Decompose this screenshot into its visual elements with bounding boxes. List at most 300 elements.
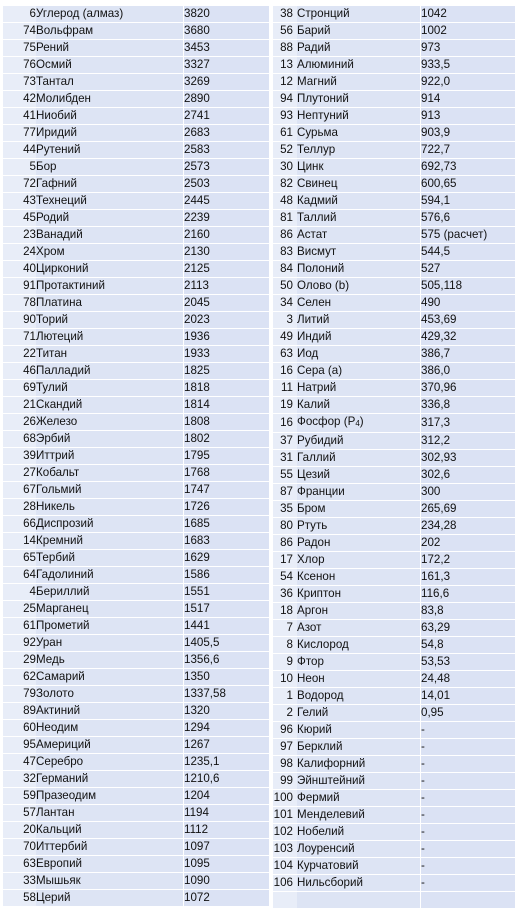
melting-point-cell: 1936 [184,329,269,346]
table-row [3,40,269,57]
melting-point-cell: 2045 [184,295,269,312]
element-name-cell: Лютеций [36,329,184,346]
atomic-number-cell: 72 [3,176,36,193]
element-name-cell: Рений [36,40,184,57]
table-row [273,603,515,620]
table-row [273,858,515,875]
element-name-cell: Фермий [297,790,421,807]
melting-point-cell: - [421,790,515,807]
table-row [273,688,515,705]
atomic-number-cell: 80 [273,518,297,535]
table-row [3,312,269,329]
element-name-cell: Олово (b) [297,278,421,295]
atomic-number-cell: 9 [273,654,297,671]
atomic-number-cell: 18 [273,603,297,620]
table-row [3,703,269,720]
element-name-cell: Германий [36,771,184,788]
element-name-cell: Марганец [36,601,184,618]
element-name-cell: Фтор [297,654,421,671]
table-row [3,890,269,907]
table-row [273,91,515,108]
element-name-cell: Цирконий [36,261,184,278]
melting-point-cell: 1551 [184,584,269,601]
melting-point-cell: 161,3 [421,569,515,586]
element-name-cell: Водород [297,688,421,705]
table-row [273,227,515,244]
table-row [3,142,269,159]
table-row [273,722,515,739]
element-name-cell: Европий [36,856,184,873]
atomic-number-cell: 59 [3,788,36,805]
melting-point-cell: 53,53 [421,654,515,671]
element-name-cell: Таллий [297,210,421,227]
element-name-cell: Тербий [36,550,184,567]
element-name-cell: Никель [36,499,184,516]
element-name-cell: Америций [36,737,184,754]
melting-point-cell: 1726 [184,499,269,516]
element-name-cell: Мышьяк [36,873,184,890]
atomic-number-cell: 26 [3,414,36,431]
melting-point-cell: 1825 [184,363,269,380]
atomic-number-cell: 99 [273,773,297,790]
melting-point-cell: 83,8 [421,603,515,620]
element-name-cell: Гадолиний [36,567,184,584]
table-row [3,669,269,686]
atomic-number-cell: 30 [273,159,297,176]
table-row [273,807,515,824]
element-name-cell: Бериллий [36,584,184,601]
element-name-cell: Радий [297,40,421,57]
melting-point-cell: - [421,875,515,892]
table-row [273,346,515,363]
atomic-number-cell: 42 [3,91,36,108]
element-name-cell: Сера (a) [297,363,421,380]
melting-point-cell: - [421,756,515,773]
atomic-number-cell: 21 [3,397,36,414]
melting-point-cell: 312,2 [421,433,515,450]
table-row [3,635,269,652]
atomic-number-cell: 34 [273,295,297,312]
table-row [3,499,269,516]
table-row [273,414,515,433]
table-row [273,569,515,586]
table-row [273,773,515,790]
table-row [273,210,515,227]
element-name-cell: Кадмий [297,193,421,210]
atomic-number-cell: 64 [3,567,36,584]
melting-point-cell: 386,0 [421,363,515,380]
atomic-number-cell: 47 [3,754,36,771]
atomic-number-cell: 57 [3,805,36,822]
table-row [273,637,515,654]
element-name-subscript: 4 [355,419,360,428]
table-row [3,465,269,482]
melting-point-cell: 302,6 [421,467,515,484]
melting-point-cell: 1685 [184,516,269,533]
melting-point-cell: 1747 [184,482,269,499]
table-row [3,91,269,108]
table-row [273,380,515,397]
atomic-number-cell: 65 [3,550,36,567]
atomic-number-cell: 102 [273,824,297,841]
melting-point-cell: 2130 [184,244,269,261]
table-row [273,467,515,484]
melting-point-cell: 1441 [184,618,269,635]
atomic-number-cell: 5 [3,159,36,176]
table-row [273,244,515,261]
melting-point-cell: - [421,858,515,875]
table-row [3,380,269,397]
table-row [3,788,269,805]
table-row [3,652,269,669]
melting-point-cell: 903,9 [421,125,515,142]
element-name-cell: Празеодим [36,788,184,805]
melting-point-cell: 1933 [184,346,269,363]
table-row [3,839,269,856]
melting-point-cell: 300 [421,484,515,501]
element-name-cell: Диспрозий [36,516,184,533]
element-name-cell: Эрбий [36,431,184,448]
atomic-number-cell: 29 [3,652,36,669]
atomic-number-cell: 91 [3,278,36,295]
atomic-number-cell: 93 [273,108,297,125]
atomic-number-cell: 39 [3,448,36,465]
table-row [273,433,515,450]
table-row [3,278,269,295]
atomic-number-cell: 40 [3,261,36,278]
element-name-cell: Скандий [36,397,184,414]
atomic-number-cell: 66 [3,516,36,533]
table-row [273,535,515,552]
element-name-cell: Нептуний [297,108,421,125]
melting-point-cell: - [421,841,515,858]
element-name-cell: Неодим [36,720,184,737]
element-name-cell: Франции [297,484,421,501]
atomic-number-cell: 77 [3,125,36,142]
element-name-cell: Барий [297,23,421,40]
atomic-number-cell: 27 [3,465,36,482]
atomic-number-cell: 94 [273,91,297,108]
melting-point-cell: 490 [421,295,515,312]
melting-point-cell: 1768 [184,465,269,482]
melting-point-cell: 600,65 [421,176,515,193]
melting-point-cell: 3680 [184,23,269,40]
element-name-cell: Прометий [36,618,184,635]
table-row [3,567,269,584]
table-row [273,363,515,380]
melting-point-cell: 914 [421,91,515,108]
table-row [3,193,269,210]
atomic-number-cell: 10 [273,671,297,688]
table-row [3,125,269,142]
atomic-number-cell: 84 [273,261,297,278]
element-name-cell: Индий [297,329,421,346]
melting-point-cell: 973 [421,40,515,57]
atomic-number-cell: 61 [273,125,297,142]
table-row [273,57,515,74]
element-name-cell: Родий [36,210,184,227]
element-name-cell: Гольмий [36,482,184,499]
table-row [3,431,269,448]
table-row [273,142,515,159]
element-name-cell: Иридий [36,125,184,142]
atomic-number-cell: 41 [3,108,36,125]
table-row [3,686,269,703]
melting-point-cell: 1002 [421,23,515,40]
atomic-number-cell: 22 [3,346,36,363]
atomic-number-cell: 96 [273,722,297,739]
element-name-cell: Аргон [297,603,421,620]
table-row [3,23,269,40]
melting-point-cell: 1683 [184,533,269,550]
atomic-number-cell: 100 [273,790,297,807]
element-name-cell: Осмий [36,57,184,74]
element-name-tail: ) [359,415,364,428]
element-name-cell: Ванадий [36,227,184,244]
atomic-number-cell: 6 [3,6,36,23]
table-row [3,822,269,839]
melting-point-cell: 3820 [184,6,269,23]
melting-point-cell: 302,93 [421,450,515,467]
element-name-cell: Плутоний [297,91,421,108]
atomic-number-cell: 46 [3,363,36,380]
melting-point-cell: 1517 [184,601,269,618]
table-row [3,176,269,193]
melting-point-cell: 1095 [184,856,269,873]
melting-point-cell: 172,2 [421,552,515,569]
table-row [3,601,269,618]
element-name-cell: Технеций [36,193,184,210]
melting-point-cell: 1112 [184,822,269,839]
atomic-number-cell: 14 [3,533,36,550]
atomic-number-cell: 74 [3,23,36,40]
table-row [273,484,515,501]
table-row [3,159,269,176]
atomic-number-cell: 13 [273,57,297,74]
element-name-cell: Натрий [297,380,421,397]
atomic-number-cell [273,892,297,909]
table-row [273,295,515,312]
atomic-number-cell: 67 [3,482,36,499]
atomic-number-cell: 87 [273,484,297,501]
melting-point-cell [421,892,515,909]
element-name-cell [297,892,421,909]
atomic-number-cell: 86 [273,535,297,552]
element-name-cell: Полоний [297,261,421,278]
table-row [273,278,515,295]
atomic-number-cell: 17 [273,552,297,569]
table-row [273,552,515,569]
table-row [273,875,515,892]
element-name-cell: Неон [297,671,421,688]
atomic-number-cell: 58 [3,890,36,907]
melting-point-cell: 2583 [184,142,269,159]
atomic-number-cell: 97 [273,739,297,756]
table-row [3,414,269,431]
melting-point-cell: 429,32 [421,329,515,346]
element-name-cell: Берклий [297,739,421,756]
melting-point-cell: 54,8 [421,637,515,654]
element-name-cell: Золото [36,686,184,703]
table-row [273,841,515,858]
melting-point-cell: 692,73 [421,159,515,176]
table-row [273,586,515,603]
atomic-number-cell: 78 [3,295,36,312]
element-name-cell: Титан [36,346,184,363]
table-row [273,501,515,518]
atomic-number-cell: 50 [273,278,297,295]
melting-points-table-left [3,6,269,907]
element-name-cell: Азот [297,620,421,637]
element-name-cell: Лантан [36,805,184,822]
melting-point-cell: 505,118 [421,278,515,295]
melting-point-cell: 1097 [184,839,269,856]
melting-point-cell: 1586 [184,567,269,584]
melting-point-cell: 2113 [184,278,269,295]
atomic-number-cell: 7 [273,620,297,637]
atomic-number-cell: 73 [3,74,36,91]
melting-point-cell: 3327 [184,57,269,74]
atomic-number-cell: 61 [3,618,36,635]
table-row [273,159,515,176]
element-name-cell: Торий [36,312,184,329]
element-name-cell: Курчатовий [297,858,421,875]
element-name-text: Фосфор (P [297,415,356,428]
table-row [273,193,515,210]
melting-point-cell: 527 [421,261,515,278]
element-name-cell: Свинец [297,176,421,193]
melting-point-cell: 913 [421,108,515,125]
table-row [273,739,515,756]
element-name-cell: Железо [36,414,184,431]
atomic-number-cell: 11 [273,380,297,397]
element-name-cell: Цинк [297,159,421,176]
melting-point-cell: 336,8 [421,397,515,414]
element-name-cell: Палладий [36,363,184,380]
melting-point-cell: - [421,807,515,824]
atomic-number-cell: 25 [3,601,36,618]
element-name-cell: Тантал [36,74,184,91]
atomic-number-cell: 38 [273,6,297,23]
element-name-cell: Церий [36,890,184,907]
table-row [273,40,515,57]
melting-point-cell: 1235,1 [184,754,269,771]
melting-point-cell: 922,0 [421,74,515,91]
melting-points-table-right [273,6,515,909]
table-row [273,671,515,688]
element-name-cell: Сурьма [297,125,421,142]
melting-point-cell: 1294 [184,720,269,737]
table-row [273,176,515,193]
element-name-cell: Галлий [297,450,421,467]
table-row [273,125,515,142]
melting-point-cell: 1267 [184,737,269,754]
table-row [3,227,269,244]
atomic-number-cell: 68 [3,431,36,448]
melting-point-cell: 1204 [184,788,269,805]
melting-point-cell: 234,28 [421,518,515,535]
melting-point-cell: 1072 [184,890,269,907]
melting-point-cell: 1320 [184,703,269,720]
melting-point-cell: 116,6 [421,586,515,603]
atomic-number-cell: 36 [273,586,297,603]
melting-point-cell: 1090 [184,873,269,890]
element-name-cell: Ниобий [36,108,184,125]
atomic-number-cell: 71 [3,329,36,346]
atomic-number-cell: 69 [3,380,36,397]
table-row [273,892,515,909]
element-name-cell: Литий [297,312,421,329]
table-row [3,550,269,567]
atomic-number-cell: 70 [3,839,36,856]
table-row [3,873,269,890]
atomic-number-cell: 44 [3,142,36,159]
element-name-cell: Теллур [297,142,421,159]
atomic-number-cell: 101 [273,807,297,824]
atomic-number-cell: 16 [273,414,297,433]
element-name-cell: Рубидий [297,433,421,450]
atomic-number-cell: 32 [3,771,36,788]
element-name-cell: Магний [297,74,421,91]
atomic-number-cell: 106 [273,875,297,892]
melting-point-cell: 1808 [184,414,269,431]
atomic-number-cell: 60 [3,720,36,737]
melting-point-cell: 3453 [184,40,269,57]
element-name-cell: Стронций [297,6,421,23]
element-name-cell [297,414,421,433]
melting-point-cell: 594,1 [421,193,515,210]
melting-point-cell: 2573 [184,159,269,176]
table-row [273,654,515,671]
element-name-cell: Кислород [297,637,421,654]
table-row [3,516,269,533]
table-row [3,210,269,227]
atomic-number-cell: 79 [3,686,36,703]
element-name-cell: Кюрий [297,722,421,739]
melting-point-cell: 1350 [184,669,269,686]
atomic-number-cell: 4 [3,584,36,601]
atomic-number-cell: 43 [3,193,36,210]
atomic-number-cell: 90 [3,312,36,329]
melting-point-cell: 544,5 [421,244,515,261]
element-name-cell: Рутений [36,142,184,159]
melting-point-cell: 1795 [184,448,269,465]
element-name-cell: Цезий [297,467,421,484]
table-row [3,6,269,23]
table-row [3,805,269,822]
melting-point-cell: - [421,722,515,739]
melting-point-cell: 722,7 [421,142,515,159]
element-name-cell: Эйнштейний [297,773,421,790]
atomic-number-cell: 63 [273,346,297,363]
melting-point-cell: 24,48 [421,671,515,688]
table-row [273,518,515,535]
atomic-number-cell: 56 [273,23,297,40]
atomic-number-cell: 28 [3,499,36,516]
atomic-number-cell: 81 [273,210,297,227]
melting-point-cell: 2741 [184,108,269,125]
melting-point-cell: - [421,824,515,841]
atomic-number-cell: 35 [273,501,297,518]
table-row [3,108,269,125]
atomic-number-cell: 82 [273,176,297,193]
atomic-number-cell: 54 [273,569,297,586]
melting-point-cell: 2160 [184,227,269,244]
atomic-number-cell: 86 [273,227,297,244]
atomic-number-cell: 45 [3,210,36,227]
atomic-number-cell: 23 [3,227,36,244]
atomic-number-cell: 16 [273,363,297,380]
